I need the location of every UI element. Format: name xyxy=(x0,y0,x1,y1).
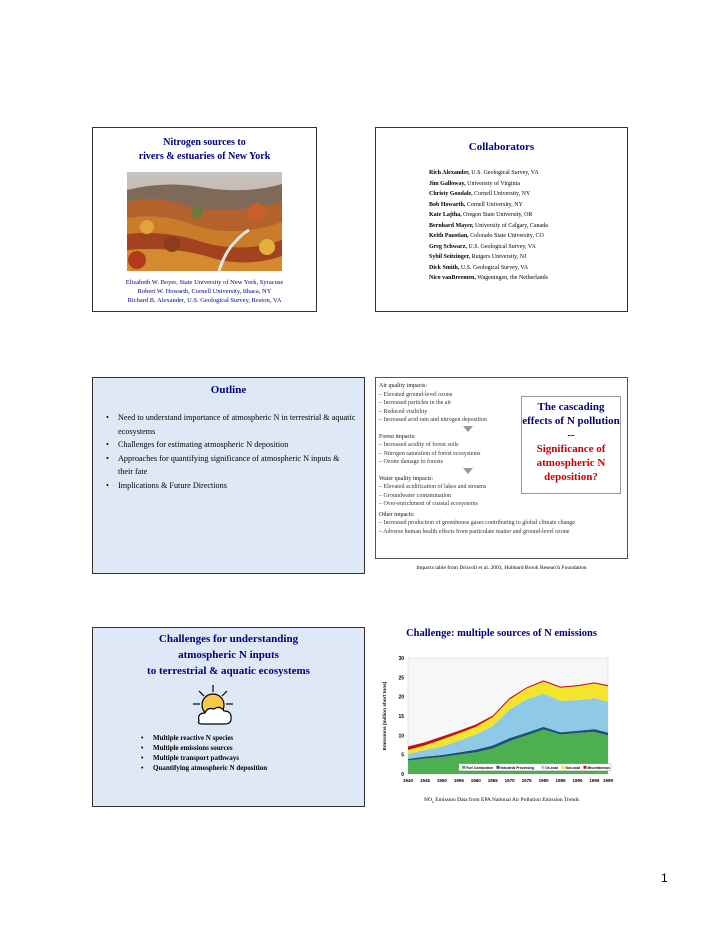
collaborator-name: Greg Schwarz, xyxy=(429,243,467,250)
collaborator-name: Nico vanBreemen, xyxy=(429,275,476,281)
slide-outline xyxy=(92,377,365,574)
impact-item: – Elevated acidification of lakes and streams xyxy=(379,484,487,490)
collaborator-entry xyxy=(429,210,548,221)
collaborator-name: Keith Paustian, xyxy=(429,233,469,239)
y-tick-label: 5 xyxy=(401,752,404,759)
legend-swatch xyxy=(462,766,465,769)
callout-question: atmospheric N xyxy=(536,457,606,469)
x-tick-label: 1950 xyxy=(436,778,447,783)
collaborator-entry xyxy=(429,231,548,242)
x-tick-label: 1995 xyxy=(589,778,600,783)
impact-item: – Over-enrichment of coastal ecosystems xyxy=(379,501,478,507)
slide-impacts xyxy=(375,377,628,574)
down-arrow-icon xyxy=(463,426,473,432)
callout-question: deposition? xyxy=(544,471,598,483)
impact-item: – Adverse human health effects from particulate matter and ground-level ozone xyxy=(379,528,570,535)
x-tick-label: 1990 xyxy=(572,778,583,783)
impacts-table xyxy=(375,377,628,559)
callout-question: Significance of xyxy=(536,443,606,455)
collaborator-affiliation: U.S. Geological Survey, VA xyxy=(466,243,536,250)
collaborator-entry xyxy=(429,189,548,200)
impact-item: – Increased particles in the air xyxy=(379,400,452,406)
y-tick-label: 30 xyxy=(398,656,404,662)
title-line: Challenges for understanding xyxy=(158,633,299,645)
collaborator-affiliation: U.S. Geological Survey, VA xyxy=(459,264,529,271)
collaborator-list xyxy=(429,168,548,284)
autumn-forest-photo xyxy=(127,172,282,271)
slide-heading: Challenge: multiple sources of N emissions xyxy=(406,628,597,639)
x-tick-label: 1955 xyxy=(453,778,464,783)
collaborator-entry xyxy=(429,252,548,263)
collaborator-affiliation: Oregon State University, OR xyxy=(461,212,533,218)
y-axis-label: Emissions (million short tons) xyxy=(383,681,388,751)
collaborator-entry xyxy=(429,273,548,284)
impact-item: – Elevated ground-level ozone xyxy=(379,391,453,398)
sun-cloud-icon xyxy=(191,683,237,727)
impact-item: – Ozone damage to forests xyxy=(379,459,443,465)
title-line: atmospheric N inputs xyxy=(178,649,279,661)
slide-heading xyxy=(93,631,364,679)
credit-line: Robert W. Howarth, Cornell University, Ithaca, NY xyxy=(137,288,272,295)
impact-heading: Water quality impacts: xyxy=(379,475,434,482)
caption-text: Emission Data from EPA National Air Pollution Emission Trends xyxy=(433,797,580,803)
x-tick-label: 1999 xyxy=(602,778,614,783)
y-tick-label: 20 xyxy=(398,694,404,701)
x-tick-label: 1980 xyxy=(538,778,549,783)
legend-label: Non-road xyxy=(565,765,581,770)
collaborator-affiliation: Rutgers University, NJ xyxy=(470,254,527,260)
emissions-area-chart xyxy=(380,650,620,790)
collaborator-affiliation: University of Calgary, Canada xyxy=(473,222,548,229)
slide-emissions-chart xyxy=(375,615,628,810)
collaborator-name: Sybil Seitzinger, xyxy=(429,254,471,260)
x-tick-label: 1970 xyxy=(504,778,515,783)
legend-label: Miscellaneous xyxy=(587,765,611,770)
slide-collaborators xyxy=(375,127,628,312)
legend-swatch xyxy=(541,766,544,769)
impact-item: – Increased production of greenhouse gases contributing to global climate change xyxy=(379,520,575,526)
collaborator-affiliation: Colorado State University, CO xyxy=(468,233,544,239)
collaborator-entry xyxy=(429,179,548,190)
challenge-item: • Multiple emissions sources xyxy=(141,743,361,753)
legend-label: Fuel Combustion xyxy=(466,765,494,770)
impact-heading: Other impacts: xyxy=(379,511,415,518)
legend-swatch xyxy=(583,766,586,769)
impact-heading: Forest impacts: xyxy=(379,433,416,440)
legend-label: On-road xyxy=(545,765,559,770)
outline-item: • Challenges for estimating atmospheric N deposition xyxy=(106,438,356,452)
impact-item: – Nitrogen saturation of forest ecosystems xyxy=(379,450,481,457)
impact-item: – Groundwater contamination xyxy=(379,492,451,499)
x-tick-label: 1975 xyxy=(521,778,532,783)
collaborator-entry xyxy=(429,242,548,253)
author-credits xyxy=(93,278,316,305)
y-tick-label: 15 xyxy=(398,714,404,720)
caption-text: NO xyxy=(423,797,432,803)
y-tick-label: 10 xyxy=(398,733,404,740)
legend-swatch xyxy=(496,766,499,769)
y-tick-label: 0 xyxy=(401,772,404,778)
title-line-2: rivers & estuaries of New York xyxy=(138,151,271,162)
caption-subscript: x xyxy=(431,799,434,805)
x-tick-label: 1965 xyxy=(487,778,498,783)
table-caption: Impacts table from Driscoll et al. 2003, Hubbard Brook Research Foundation xyxy=(416,565,587,571)
challenge-list xyxy=(141,733,361,773)
outline-item: • Need to understand importance of atmospheric N in terrestrial & aquatic ecosystems xyxy=(106,411,356,438)
title-line-1: Nitrogen sources to xyxy=(163,137,246,148)
page-number: 1 xyxy=(661,871,668,885)
collaborator-entry xyxy=(429,221,548,232)
x-tick-label: 1960 xyxy=(470,778,481,783)
collaborator-name: Rich Alexander, xyxy=(429,170,470,176)
callout-box xyxy=(521,396,621,494)
collaborator-affiliation: Cornell University, NY xyxy=(465,201,523,208)
legend-label: Industrial Processing xyxy=(500,765,535,770)
impact-heading: Air quality impacts: xyxy=(379,383,427,389)
chart-caption xyxy=(375,797,628,804)
challenge-item: • Quantifying atmospheric N deposition xyxy=(141,763,361,773)
credit-line: Richard B. Alexander, U.S. Geological Survey, Reston, VA xyxy=(127,297,282,304)
collaborator-entry xyxy=(429,168,548,179)
challenge-item: • Multiple transport pathways xyxy=(141,753,361,763)
collaborator-name: Kate Lajtha, xyxy=(429,212,462,218)
collaborator-affiliation: Cornell University, NY xyxy=(472,191,531,197)
impact-item: – Increased acidity of forest soils xyxy=(379,442,459,448)
impact-item: – Increased acid rain and nitrogen deposition xyxy=(379,417,487,423)
outline-item: • Implications & Future Directions xyxy=(106,479,356,493)
legend-swatch xyxy=(561,766,564,769)
slide-challenges xyxy=(92,627,365,807)
collaborator-affiliation: Wageningen, the Netherlands xyxy=(475,275,548,281)
title-line: to terrestrial & aquatic ecosystems xyxy=(147,665,310,677)
outline-list xyxy=(106,411,356,492)
impact-item: – Reduced visibility xyxy=(379,408,428,415)
collaborator-name: Bob Howarth, xyxy=(429,201,466,208)
collaborator-name: Dick Smith, xyxy=(429,264,460,271)
slide-heading: Collaborators xyxy=(468,141,535,153)
x-tick-label: 1985 xyxy=(555,778,566,783)
collaborator-entry xyxy=(429,200,548,211)
y-tick-label: 25 xyxy=(398,675,404,682)
collaborator-name: Bernhard Mayer, xyxy=(429,222,474,229)
down-arrow-icon xyxy=(463,468,473,474)
collaborator-name: Christy Goodale, xyxy=(429,191,473,197)
collaborator-name: Jim Galloway, xyxy=(429,180,466,187)
callout-heading: The cascading effects of N pollution -- xyxy=(522,401,620,441)
challenge-item: • Multiple reactive N species xyxy=(141,733,361,743)
collaborator-affiliation: University of Virginia xyxy=(465,180,520,187)
x-tick-label: 1940 xyxy=(402,778,414,783)
credit-line: Elizabeth W. Boyer, State University of New York, Syracuse xyxy=(125,279,284,286)
slide-heading: Outline xyxy=(210,384,247,396)
collaborator-affiliation: U.S. Geological Survey, VA xyxy=(469,170,539,176)
collaborator-entry xyxy=(429,263,548,274)
slide-title xyxy=(92,127,317,312)
x-tick-label: 1945 xyxy=(419,778,430,783)
slide-title-heading xyxy=(93,136,316,164)
outline-item: • Approaches for quantifying significance of atmospheric N inputs & their fate xyxy=(106,452,356,479)
